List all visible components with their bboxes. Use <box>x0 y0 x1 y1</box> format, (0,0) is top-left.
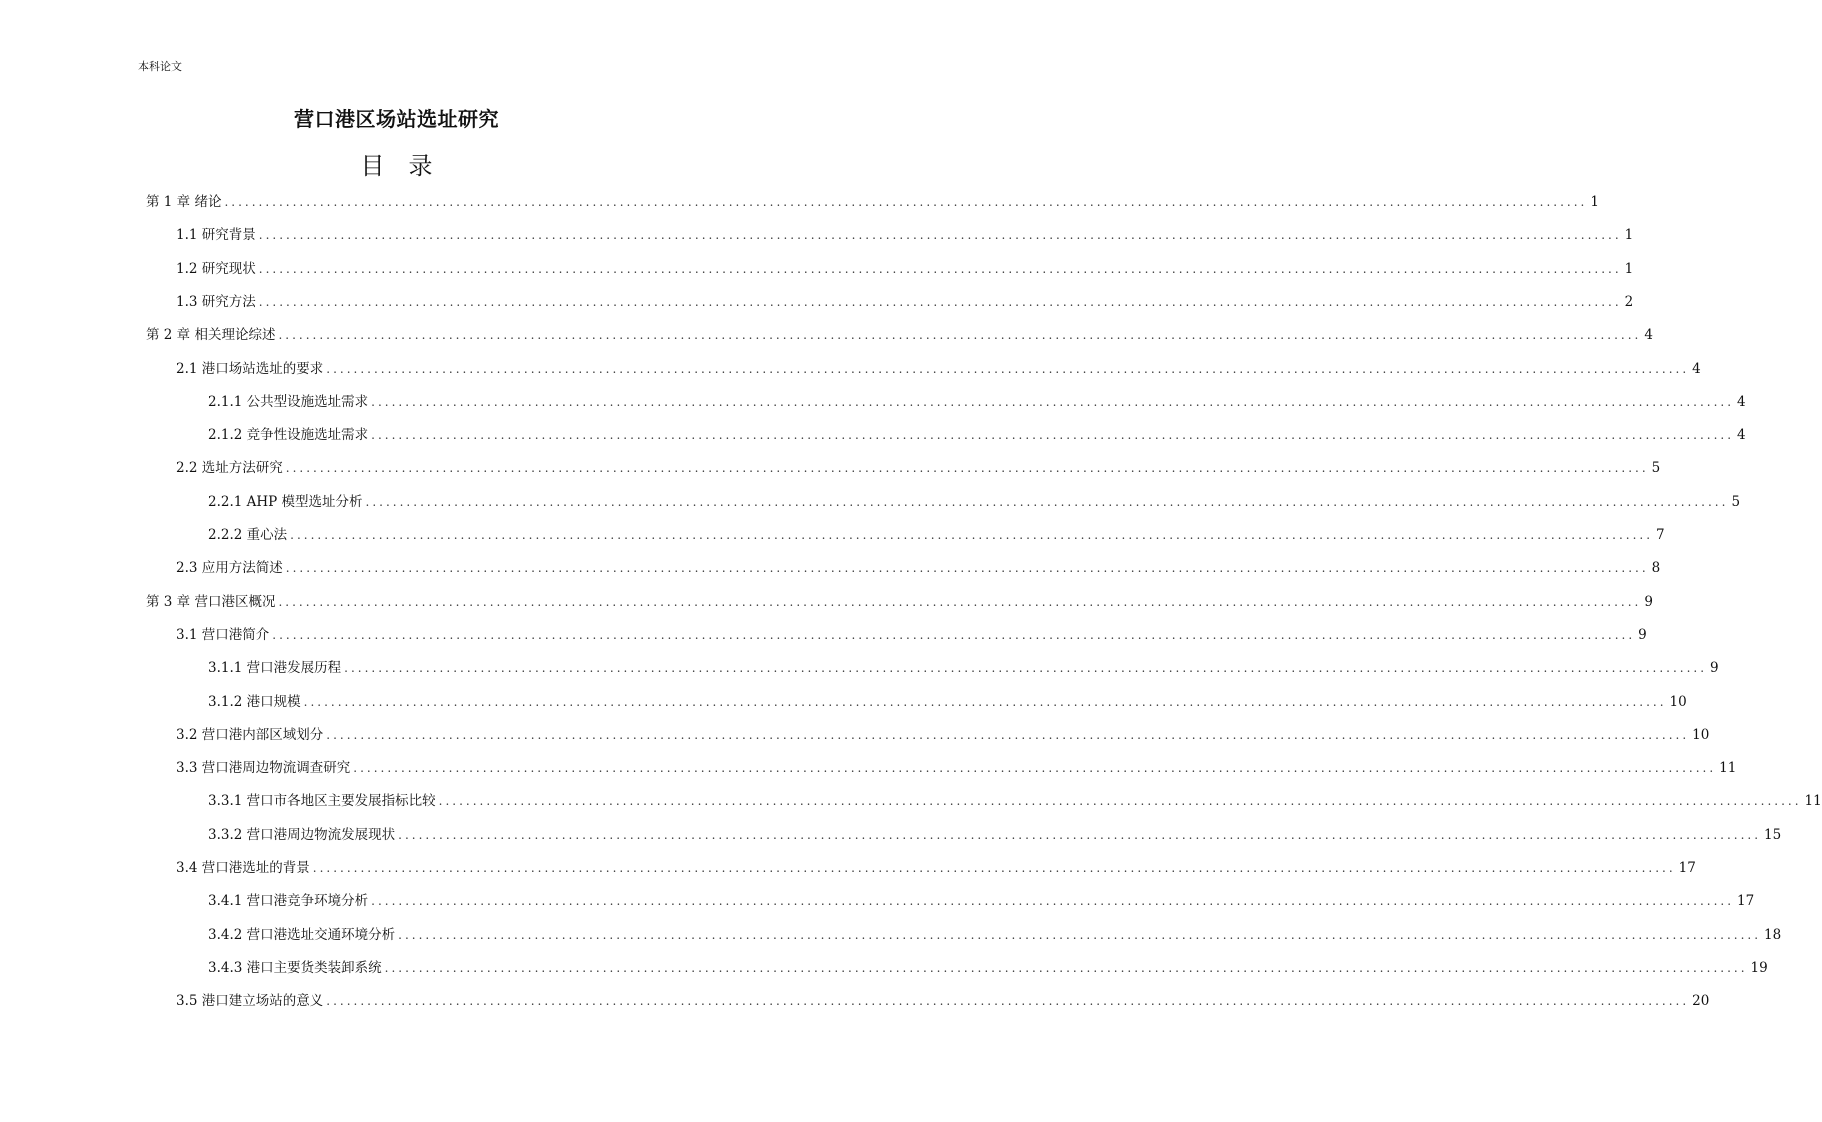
toc-dot-leader: ........................................................................................................................................................................................................ <box>371 394 1735 409</box>
toc-entry-label: 1.3 研究方法 <box>176 293 256 310</box>
toc-dot-leader: ........................................................................................................................................................................................................ <box>278 328 1642 343</box>
toc-entry[interactable] <box>176 558 1661 578</box>
toc-entry-page: 18 <box>1764 926 1782 943</box>
toc-entry-label: 3.5 港口建立场站的意义 <box>176 993 324 1010</box>
toc-entry-page: 1 <box>1590 194 1599 210</box>
toc-dot-leader: ........................................................................................................................................................................................................ <box>371 894 1735 909</box>
toc-dot-leader: ........................................................................................................................................................................................................ <box>290 528 1654 542</box>
toc-entry-page: 17 <box>1737 893 1755 910</box>
toc-dot-leader: ........................................................................................................................................................................................................ <box>303 694 1667 709</box>
toc-entry-label: 3.3.1 营口市各地区主要发展指标比较 <box>208 793 436 810</box>
toc-entry[interactable] <box>208 791 1822 811</box>
toc-entry-label: 3.2 营口港内部区域划分 <box>176 726 324 743</box>
toc-entry[interactable] <box>176 991 1710 1011</box>
toc-entry[interactable] <box>176 725 1710 745</box>
toc-dot-leader: ........................................................................................................................................................................................................ <box>312 861 1676 875</box>
toc-dot-leader: ........................................................................................................................................................................................................ <box>365 494 1729 509</box>
toc-dot-leader: ........................................................................................................................................................................................................ <box>258 261 1622 276</box>
toc-entry-label: 2.2.1 AHP 模型选址分析 <box>208 493 363 510</box>
toc-entry-label: 2.1.1 公共型设施选址需求 <box>208 393 369 410</box>
toc-entry[interactable] <box>176 858 1696 878</box>
toc-dot-leader: ........................................................................................................................................................................................................ <box>285 461 1649 476</box>
toc-entry-page: 15 <box>1764 826 1782 843</box>
toc-entry[interactable] <box>176 292 1634 312</box>
toc-entry[interactable] <box>208 492 1741 512</box>
toc-entry-page: 9 <box>1638 626 1647 643</box>
toc-entry-label: 1.1 研究背景 <box>176 227 256 244</box>
toc-entry-label: 3.4.1 营口港竞争环境分析 <box>208 893 369 910</box>
toc-entry[interactable] <box>176 458 1661 478</box>
toc-entry-label: 3.1.1 营口港发展历程 <box>208 660 342 677</box>
toc-dot-leader: ........................................................................................................................................................................................................ <box>344 661 1708 676</box>
toc-entry[interactable] <box>146 325 1653 345</box>
toc-entry-page: 4 <box>1644 327 1653 344</box>
toc-entry-page: 11 <box>1719 760 1737 777</box>
toc-entry-page: 7 <box>1656 527 1665 543</box>
toc-dot-leader: ........................................................................................................................................................................................................ <box>272 627 1636 642</box>
toc-entry-label: 第 3 章 营口港区概况 <box>146 593 276 610</box>
toc-entry[interactable] <box>208 658 1719 678</box>
toc-entry-page: 1 <box>1624 227 1634 244</box>
toc-entry-page: 4 <box>1737 427 1746 444</box>
header-label: 本科论文 <box>138 60 182 73</box>
toc-entry-page: 20 <box>1692 993 1710 1010</box>
toc-entry[interactable] <box>208 692 1687 712</box>
toc-entry-label: 2.1 港口场站选址的要求 <box>176 360 324 377</box>
toc-entry-page: 1 <box>1624 260 1634 277</box>
toc-entry-page: 4 <box>1737 393 1746 410</box>
toc-entry[interactable] <box>176 625 1647 645</box>
toc-entry[interactable] <box>208 825 1782 845</box>
toc-dot-leader: ........................................................................................................................................................................................................ <box>371 428 1735 443</box>
toc-entry[interactable] <box>146 192 1599 212</box>
toc-entry-label: 3.3.2 营口港周边物流发展现状 <box>208 826 396 843</box>
toc-entry-label: 3.1 营口港简介 <box>176 626 270 643</box>
toc-entry-page: 8 <box>1651 560 1661 577</box>
toc-dot-leader: ........................................................................................................................................................................................................ <box>398 827 1762 842</box>
toc-entry-page: 10 <box>1669 693 1687 710</box>
toc-entry-page: 9 <box>1644 593 1653 610</box>
toc-dot-leader: ........................................................................................................................................................................................................ <box>285 561 1649 576</box>
toc-dot-leader: ........................................................................................................................................................................................................ <box>326 727 1690 742</box>
toc-entry[interactable] <box>176 359 1701 379</box>
toc-entry-page: 4 <box>1692 360 1701 377</box>
toc-entry-label: 3.4 营口港选址的背景 <box>176 860 310 876</box>
toc-dot-leader: ........................................................................................................................................................................................................ <box>353 761 1717 776</box>
toc-entry-page: 19 <box>1750 959 1768 976</box>
toc-entry-page: 10 <box>1692 726 1710 743</box>
toc-entry[interactable] <box>208 392 1746 412</box>
toc-entry-label: 3.4.2 营口港选址交通环境分析 <box>208 926 396 943</box>
toc-dot-leader: ........................................................................................................................................................................................................ <box>258 294 1622 309</box>
toc-entry-page: 17 <box>1678 860 1696 876</box>
toc-dot-leader: ........................................................................................................................................................................................................ <box>326 994 1690 1009</box>
toc-entry-label: 2.1.2 竞争性设施选址需求 <box>208 427 369 444</box>
toc-entry-label: 2.2.2 重心法 <box>208 527 288 543</box>
toc-entry-label: 2.2 选址方法研究 <box>176 460 283 477</box>
toc-dot-leader: ........................................................................................................................................................................................................ <box>384 960 1748 975</box>
toc-entry-label: 3.4.3 港口主要货类装卸系统 <box>208 959 382 976</box>
toc-heading: 目 录 <box>360 152 433 180</box>
toc-entry[interactable] <box>208 958 1768 978</box>
toc-entry-page: 11 <box>1804 793 1822 810</box>
toc-entry-label: 3.1.2 港口规模 <box>208 693 301 710</box>
toc-entry-label: 3.3 营口港周边物流调查研究 <box>176 760 351 777</box>
toc-dot-leader: ........................................................................................................................................................................................................ <box>258 228 1622 243</box>
toc-entry-page: 5 <box>1651 460 1661 477</box>
toc-dot-leader: ........................................................................................................................................................................................................ <box>438 794 1802 809</box>
toc-entry-label: 1.2 研究现状 <box>176 260 256 277</box>
toc-dot-leader: ........................................................................................................................................................................................................ <box>278 594 1642 609</box>
toc-entry[interactable] <box>208 425 1746 445</box>
toc-dot-leader: ........................................................................................................................................................................................................ <box>398 927 1762 942</box>
toc-entry-label: 第 2 章 相关理论综述 <box>146 327 276 344</box>
toc-entry-label: 2.3 应用方法简述 <box>176 560 283 577</box>
toc-entry-label: 第 1 章 绪论 <box>146 194 222 210</box>
toc-entry-page: 5 <box>1731 493 1741 510</box>
document-title: 营口港区场站选址研究 <box>294 107 499 131</box>
toc-entry-page: 9 <box>1710 660 1719 677</box>
toc-entry[interactable] <box>176 225 1634 245</box>
toc-dot-leader: ........................................................................................................................................................................................................ <box>224 195 1588 209</box>
toc-entry[interactable] <box>176 259 1634 279</box>
toc-entry[interactable] <box>176 758 1737 778</box>
toc-entry[interactable] <box>146 592 1653 612</box>
toc-entry[interactable] <box>208 525 1665 545</box>
toc-dot-leader: ........................................................................................................................................................................................................ <box>326 361 1690 376</box>
toc-entry-page: 2 <box>1624 293 1634 310</box>
toc-entry[interactable] <box>208 891 1755 911</box>
toc-entry[interactable] <box>208 925 1782 945</box>
